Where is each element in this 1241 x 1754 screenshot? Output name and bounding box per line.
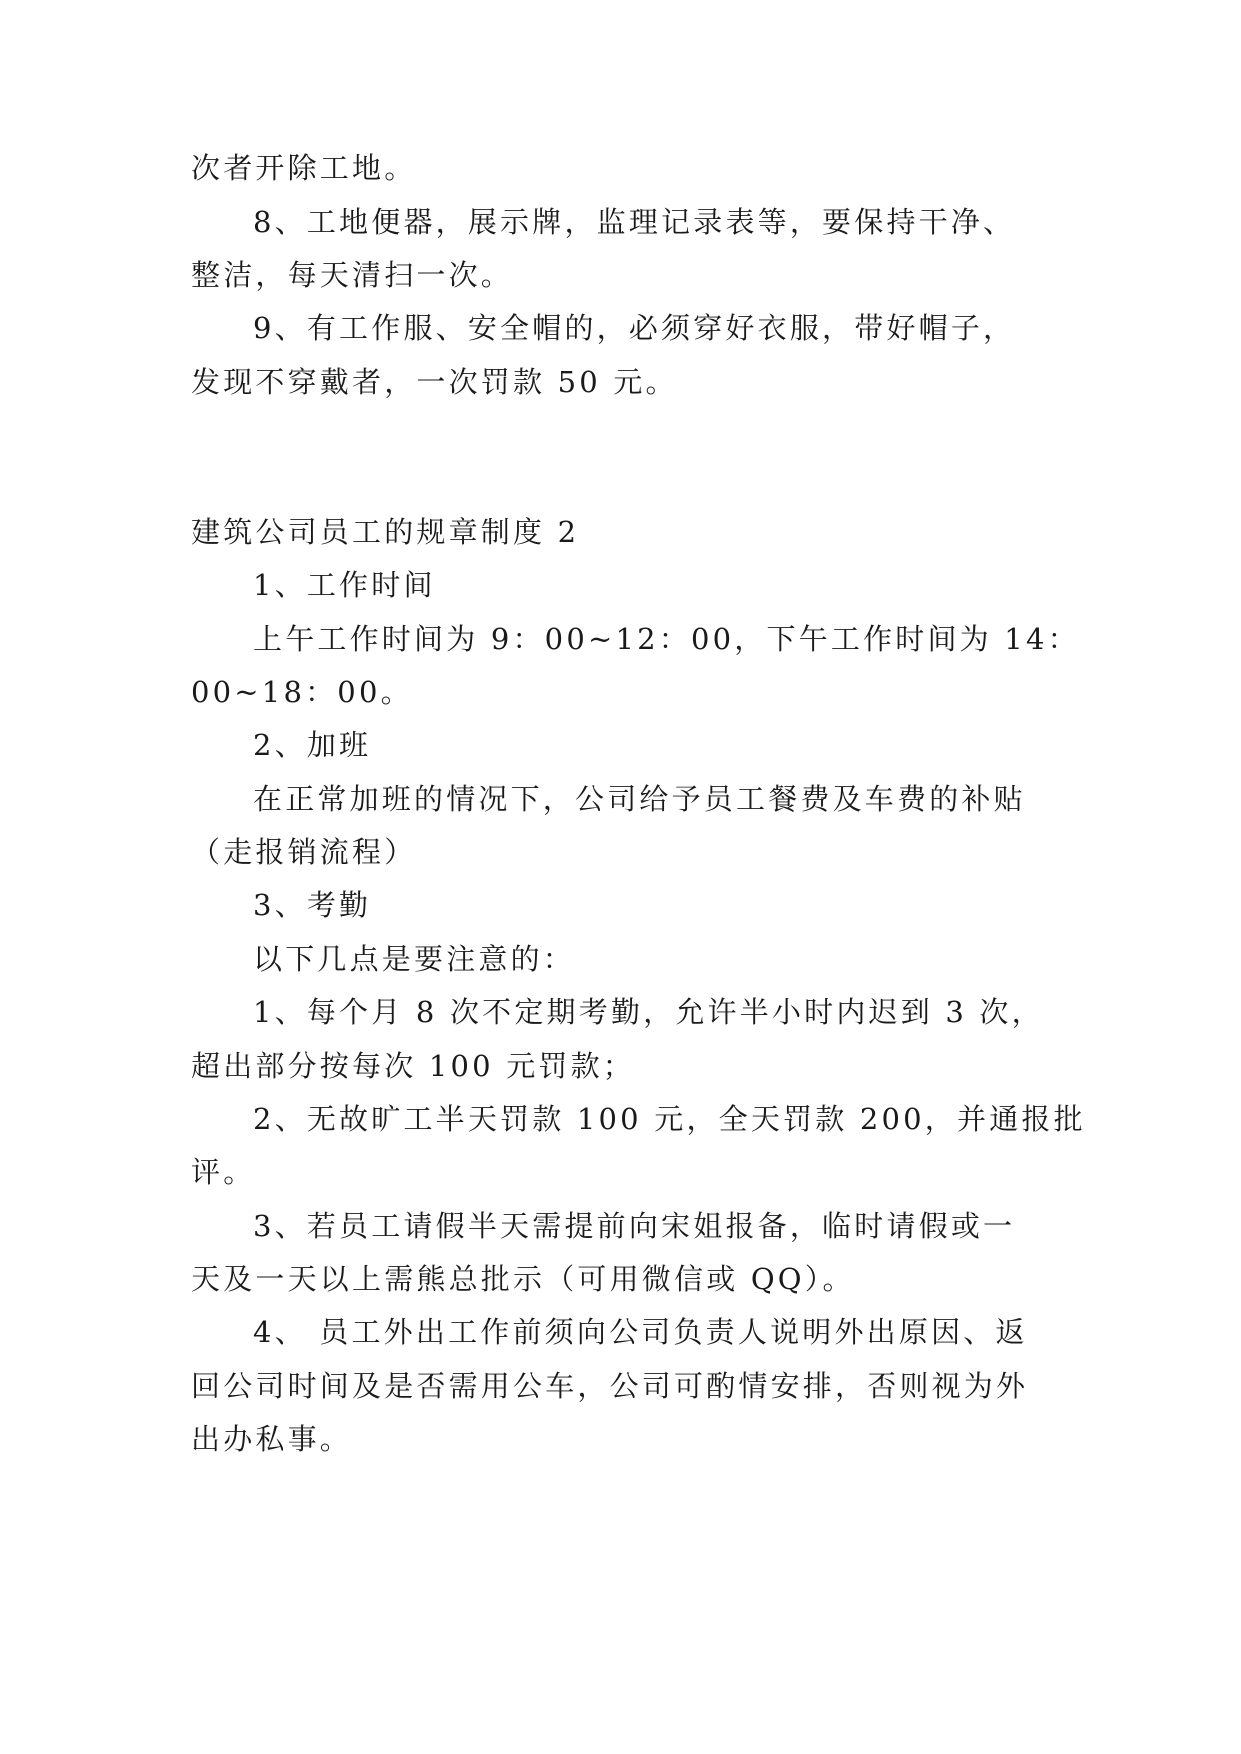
text-line-14: 以下几点是要注意的：	[253, 942, 576, 976]
text-line-20: 天及一天以上需熊总批示（可用微信或 QQ）。	[191, 1262, 855, 1296]
text-line-9: 00~18：00。	[191, 675, 413, 709]
text-line-19: 3、若员工请假半天需提前向宋姐报备，临时请假或一	[253, 1209, 1016, 1243]
text-line-11: 在正常加班的情况下，公司给予员工餐费及车费的补贴	[253, 782, 1026, 816]
text-line-2: 8、工地便器，展示牌，监理记录表等，要保持干净、	[253, 205, 1016, 239]
text-line-7: 1、工作时间	[253, 568, 436, 602]
text-line-22: 回公司时间及是否需用公车，公司可酌情安排，否则视为外	[191, 1369, 1029, 1403]
text-line-8: 上午工作时间为 9：00~12：00，下午工作时间为 14：	[253, 622, 1080, 656]
text-line-17: 2、无故旷工半天罚款 100 元，全天罚款 200，并通报批	[253, 1102, 1086, 1136]
text-line-15: 1、每个月 8 次不定期考勤，允许半小时内迟到 3 次，	[253, 995, 1044, 1029]
text-line-16: 超出部分按每次 100 元罚款；	[191, 1049, 635, 1083]
section-title: 建筑公司员工的规章制度 2	[191, 515, 580, 549]
text-line-5: 发现不穿戴者，一次罚款 50 元。	[191, 365, 678, 399]
text-line-13: 3、考勤	[253, 888, 372, 922]
text-line-18: 评。	[191, 1155, 256, 1189]
text-line-3: 整洁，每天清扫一次。	[191, 258, 514, 292]
text-line-12: （走报销流程）	[191, 835, 417, 869]
text-line-21: 4、 员工外出工作前须向公司负责人说明外出原因、返	[253, 1315, 1028, 1349]
text-line-10: 2、加班	[253, 728, 372, 762]
text-line-1: 次者开除工地。	[191, 151, 417, 185]
text-line-4: 9、有工作服、安全帽的，必须穿好衣服，带好帽子，	[253, 311, 1016, 345]
text-line-23: 出办私事。	[191, 1422, 353, 1456]
